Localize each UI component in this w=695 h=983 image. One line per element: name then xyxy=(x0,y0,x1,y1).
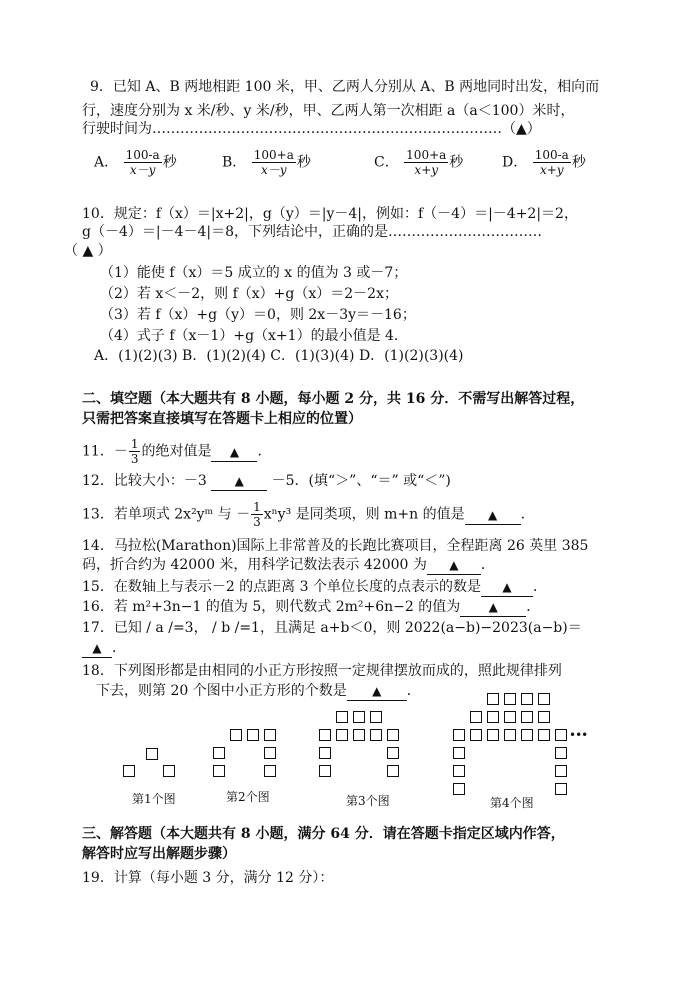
q14-end: ． xyxy=(480,557,495,573)
fraction-numerator: 100-a xyxy=(125,148,160,162)
q13-end: ． xyxy=(520,506,535,523)
q16-end: ． xyxy=(526,599,541,615)
q11-text: 的绝对值是 xyxy=(141,443,212,460)
q17-line-1: 17．已知 / a /=3， / b /=1，且满足 a+b＜0，则 2022(a−b)−2023(a−b)＝ xyxy=(82,620,582,636)
fraction-denominator: 3 xyxy=(253,515,261,529)
figure-4-square xyxy=(453,747,465,759)
figure-4-square xyxy=(555,729,567,741)
figure-1-square xyxy=(146,748,158,760)
figure-ellipsis: ••• xyxy=(569,728,588,742)
figure-2-square xyxy=(247,729,259,741)
answer-blank: ▲ xyxy=(481,578,533,597)
figure-4-square xyxy=(521,711,533,723)
figure-4-square xyxy=(538,693,550,705)
fraction-numerator: 1 xyxy=(130,437,139,451)
figure-4-square xyxy=(453,729,465,741)
fraction-denominator: x－y xyxy=(261,163,287,177)
q12-rest: －5．(填“＞”、“＝” 或“＜”) xyxy=(271,473,451,489)
q9-line-1: 9．已知 A、B 两地相距 100 米，甲、乙两人分别从 A、B 两地同时出发，相向而 xyxy=(90,79,600,95)
figure-4-square xyxy=(487,711,499,723)
section-2-heading-1: 二、填空题（本大题共有 8 小题，每小题 2 分，共 16 分．不需写出解答过程， xyxy=(82,391,585,407)
q11-end: ． xyxy=(257,443,272,460)
q10-line-2: g（－4）＝|－4－4|＝8，下列结论中，正确的是…………………………… xyxy=(82,224,543,240)
fraction-denominator: x+y xyxy=(539,163,564,177)
fraction-denominator: x+y xyxy=(414,163,439,177)
q9-option-d xyxy=(502,148,586,177)
figure-4-square xyxy=(555,783,567,795)
figure-2-square xyxy=(264,765,276,777)
fraction-numerator: 100+a xyxy=(406,148,447,162)
figure-3-label: 第3个图 xyxy=(346,794,390,808)
q18-text: 下去，则第 20 个图中小正方形的个数是 xyxy=(96,683,347,699)
figure-1-square xyxy=(123,765,135,777)
q9-option-c xyxy=(374,148,463,177)
figure-3-square xyxy=(370,729,382,741)
q15-text: 15．在数轴上与表示－2 的点距离 3 个单位长度的点表示的数是 xyxy=(82,579,481,595)
option-letter: C． xyxy=(374,154,399,171)
answer-blank: ▲ xyxy=(82,639,112,658)
option-unit: 秒 xyxy=(571,154,586,171)
fraction-denominator: x－y xyxy=(129,163,156,177)
q18-end: ． xyxy=(406,683,421,699)
answer-blank: ▲ xyxy=(465,506,521,525)
q9-option-b xyxy=(222,148,311,177)
fraction-numerator: 100+a xyxy=(253,148,294,162)
q14-line-2 xyxy=(82,556,495,575)
figure-3-square xyxy=(370,711,382,723)
q15 xyxy=(82,578,547,597)
option-unit: 秒 xyxy=(162,154,177,171)
figure-3-square xyxy=(353,711,365,723)
option-letter: D． xyxy=(502,154,528,171)
option-fraction xyxy=(252,148,296,177)
fraction-numerator: 100-a xyxy=(534,148,569,162)
section-3-heading-1: 三、解答题（本大题共有 8 小题，满分 64 分．请在答题卡指定区域内作答， xyxy=(82,826,565,842)
q10-line-3: （ ▲ ） xyxy=(64,243,112,259)
figure-3-square xyxy=(387,729,399,741)
q10-item-1: （1）能使 f（x）＝5 成立的 x 的值为 3 或－7； xyxy=(100,265,408,281)
q17-line-2 xyxy=(82,639,126,658)
q10-item-2: （2）若 x＜－2，则 f（x）+g（x）＝2－2x； xyxy=(100,286,398,302)
figure-2-label: 第2个图 xyxy=(226,790,270,804)
figure-2-square xyxy=(213,747,225,759)
q14-text: 码，折合约为 42000 米，用科学记数法表示 42000 为 xyxy=(82,557,427,573)
q10-choices: A．(1)(2)(3) B．(1)(2)(4) C．(1)(3)(4) D．(1)(2)(3)(4) xyxy=(94,348,464,364)
figure-3-square xyxy=(387,765,399,777)
figure-1-label: 第1个图 xyxy=(132,792,176,806)
q9-line-3: 行驶时间为…………………………………………………………………（▲） xyxy=(82,121,541,137)
q11 xyxy=(82,437,271,466)
q9-line-2: 行，速度分别为 x 米/秒、y 米/秒，甲、乙两人第一次相距 a（a＜100）米时， xyxy=(82,103,575,119)
figure-3-square xyxy=(353,729,365,741)
q13-fraction xyxy=(251,500,263,529)
answer-blank: ▲ xyxy=(211,472,267,491)
answer-blank: ▲ xyxy=(347,682,407,701)
q9-option-a xyxy=(94,148,177,177)
q10-line-1: 10．规定：f（x）＝|x+2|，g（y）＝|y－4|，例如：f（－4）＝|－4+2|＝2， xyxy=(82,206,578,222)
figure-3-square xyxy=(387,747,399,759)
q18-line-1: 18．下列图形都是由相同的小正方形按照一定规律摆放而成的，照此规律排列 xyxy=(82,663,562,679)
figure-2-square xyxy=(213,765,225,777)
fraction-denominator: 3 xyxy=(130,452,139,466)
q16-text: 16．若 m²+3n−1 的值为 5，则代数式 2m²+6n−2 的值为 xyxy=(82,599,461,615)
figure-4-square xyxy=(504,711,516,723)
figure-4-square xyxy=(538,729,550,741)
figure-2-square xyxy=(264,729,276,741)
option-letter: B． xyxy=(222,154,247,171)
figure-4-square xyxy=(453,765,465,777)
option-fraction xyxy=(533,148,571,177)
option-unit: 秒 xyxy=(296,154,311,171)
section-2-heading-2: 只需把答案直接填写在答题卡上相应的位置） xyxy=(82,411,362,427)
answer-blank: ▲ xyxy=(460,598,526,617)
q13-text: xⁿy³ 是同类项，则 m+n 的值是 xyxy=(263,506,465,523)
q14-line-1: 14．马拉松(Marathon)国际上非常普及的长跑比赛项目，全程距离 26 英里 385 xyxy=(82,538,589,554)
q11-prefix: 11．－ xyxy=(82,443,128,460)
figure-4-square xyxy=(521,729,533,741)
figure-1-square xyxy=(163,765,175,777)
figure-3-square xyxy=(336,711,348,723)
section-3-heading-2: 解答时应写出解题步骤） xyxy=(82,846,236,862)
figure-4-square xyxy=(470,711,482,723)
figure-4-square xyxy=(453,783,465,795)
figure-4-square xyxy=(487,693,499,705)
q17-end: ． xyxy=(112,640,126,656)
q15-end: ． xyxy=(532,579,547,595)
option-letter: A． xyxy=(94,154,119,171)
option-fraction xyxy=(404,148,448,177)
figure-4-square xyxy=(555,765,567,777)
figure-4-square xyxy=(470,729,482,741)
figure-3-square xyxy=(319,765,331,777)
figure-3-square xyxy=(319,747,331,759)
figure-4-label: 第4个图 xyxy=(490,796,534,810)
q13-prefix: 13．若单项式 2x²yᵐ 与 － xyxy=(82,506,251,523)
figure-4-square xyxy=(555,747,567,759)
answer-blank: ▲ xyxy=(427,556,481,575)
figure-4-square xyxy=(487,729,499,741)
q10-item-4: （4）式子 f（x－1）+g（x+1）的最小值是 4. xyxy=(100,328,399,344)
q12-text: 12．比较大小：－3 xyxy=(82,473,207,489)
q12 xyxy=(82,472,451,491)
q19: 19．计算（每小题 3 分，满分 12 分）： xyxy=(82,870,334,886)
figure-2-square xyxy=(264,747,276,759)
answer-blank: ▲ xyxy=(211,443,257,462)
q16 xyxy=(82,598,540,617)
q18-line-2 xyxy=(96,682,421,701)
figure-4-square xyxy=(504,693,516,705)
figure-2-square xyxy=(230,729,242,741)
figure-4-square xyxy=(521,693,533,705)
q10-item-3: （3）若 f（x）+g（y）＝0，则 2x－3y＝－16； xyxy=(100,307,416,323)
figure-4-square xyxy=(504,729,516,741)
q13 xyxy=(82,500,535,529)
figure-3-square xyxy=(319,729,331,741)
figure-3-square xyxy=(336,729,348,741)
option-fraction xyxy=(124,148,162,177)
option-unit: 秒 xyxy=(449,154,464,171)
fraction-numerator: 1 xyxy=(253,500,261,514)
figure-4-square xyxy=(538,711,550,723)
q11-fraction xyxy=(129,437,141,466)
